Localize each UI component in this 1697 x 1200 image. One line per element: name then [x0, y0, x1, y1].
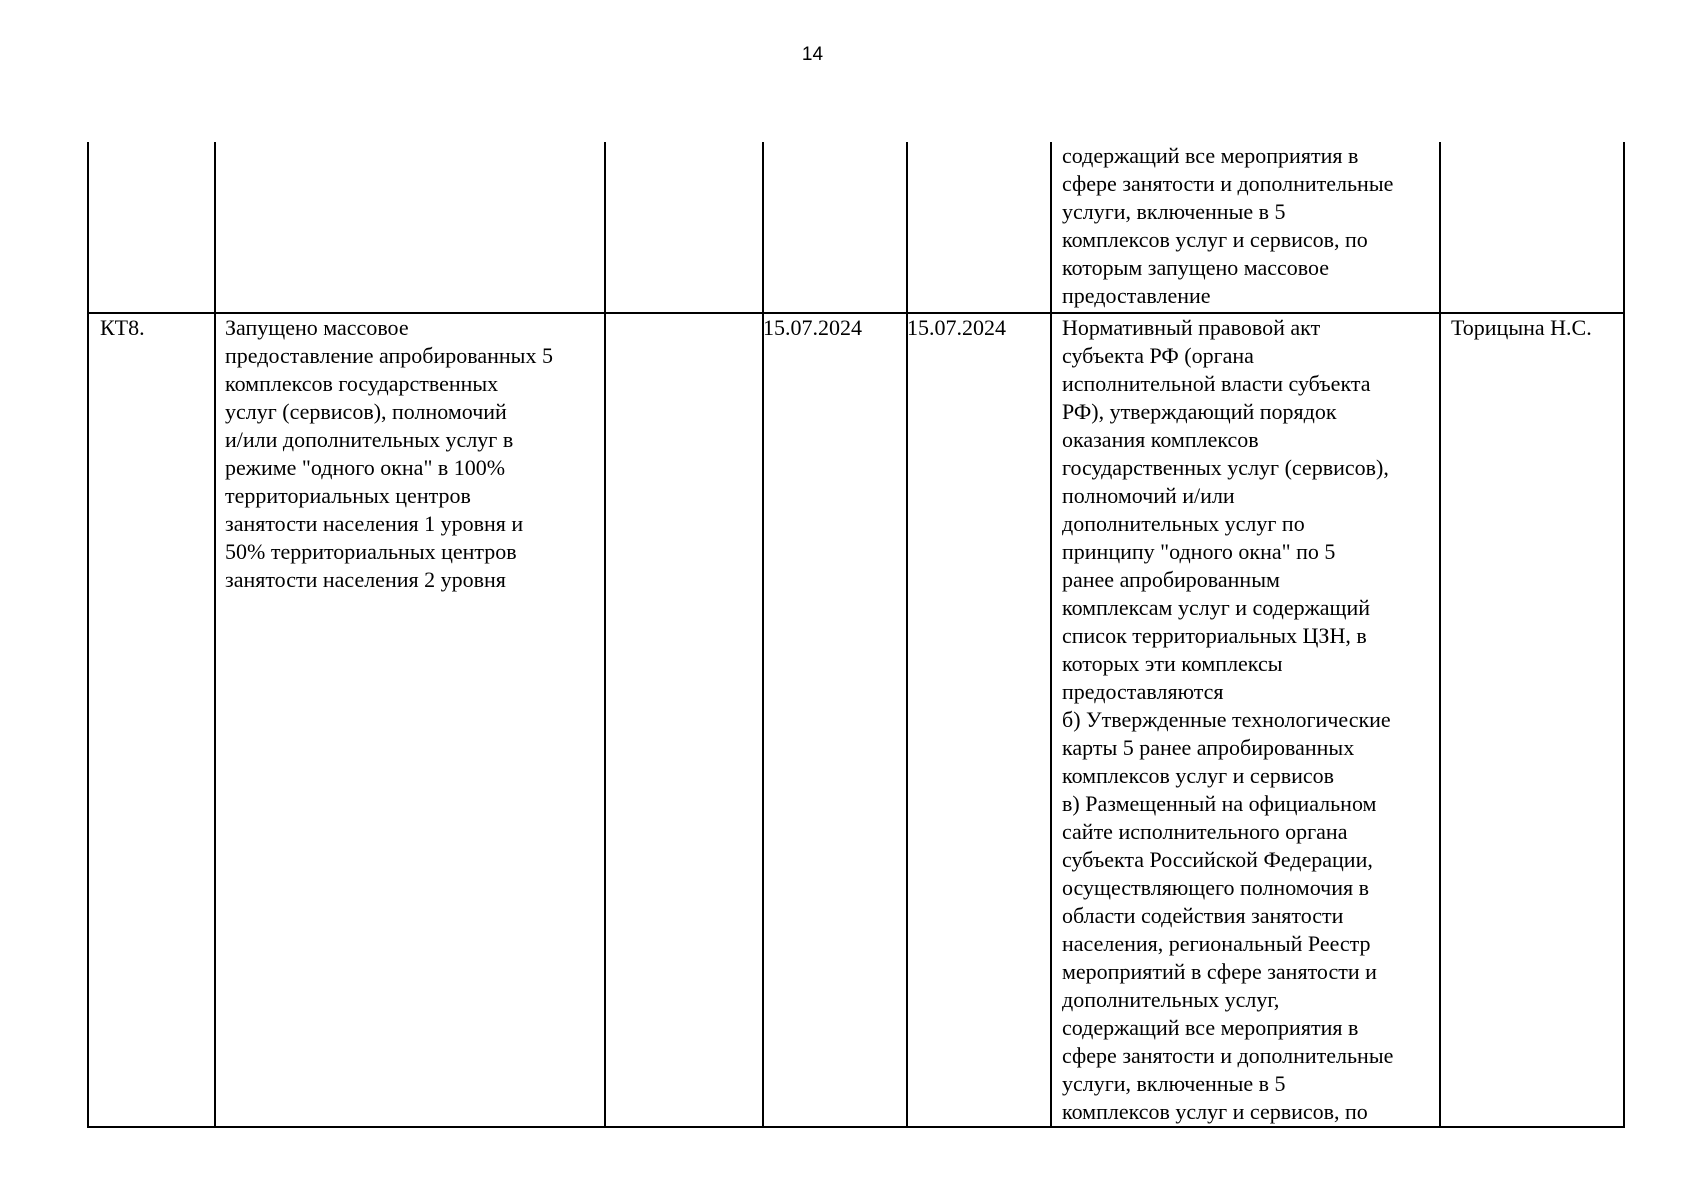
plan-table: [87, 142, 1625, 1128]
continued-document-cell: содержащий все мероприятия в сфере занятости и дополнительные услуги, включенные в 5 комплексов услуг и сервисов, по которым запущено массовое предоставление: [1062, 143, 1394, 308]
column-divider: [906, 142, 908, 1126]
column-divider: [604, 142, 606, 1126]
page-number: 14: [801, 44, 824, 65]
column-divider: [1050, 142, 1052, 1126]
column-divider: [1439, 142, 1441, 1126]
responsible-cell: Торицына Н.С.: [1451, 315, 1592, 340]
column-divider: [214, 142, 216, 1126]
milestone-name-cell: Запущено массовое предоставление апробированных 5 комплексов государственных услуг (сервисов), полномочий и/или дополнительных услуг в режиме "одного окна" в 100% территориальных центров занятости населения 1 уровня и 50% территориальных центров занятости населения 2 уровня: [225, 315, 553, 592]
end-date-cell: 15.07.2024: [907, 315, 1006, 340]
row-number-cell: КТ8.: [100, 315, 145, 340]
start-date-cell: 15.07.2024: [763, 315, 862, 340]
document-cell: Нормативный правовой акт субъекта РФ (органа исполнительной власти субъекта РФ), утверждающий порядок оказания комплексов государственных услуг (сервисов), полномочий и/или дополнительных услуг по принципу "одного окна" по 5 ранее апробированным комплексам услуг и содержащий список территориальных ЦЗН, в которых эти комплексы предоставляются б) Утвержденные технологические карты 5 ранее апробированных комплексов услуг и сервисов в) Размещенный на официальном сайте исполнительного органа субъекта Российской Федерации, осуществляющего полномочия в области содействия занятости населения, региональный Реестр мероприятий в сфере занятости и дополнительных услуг, содержащий все мероприятия в сфере занятости и дополнительные услуги, включенные в 5 комплексов услуг и сервисов, по: [1062, 315, 1394, 1124]
column-divider: [762, 142, 764, 1126]
